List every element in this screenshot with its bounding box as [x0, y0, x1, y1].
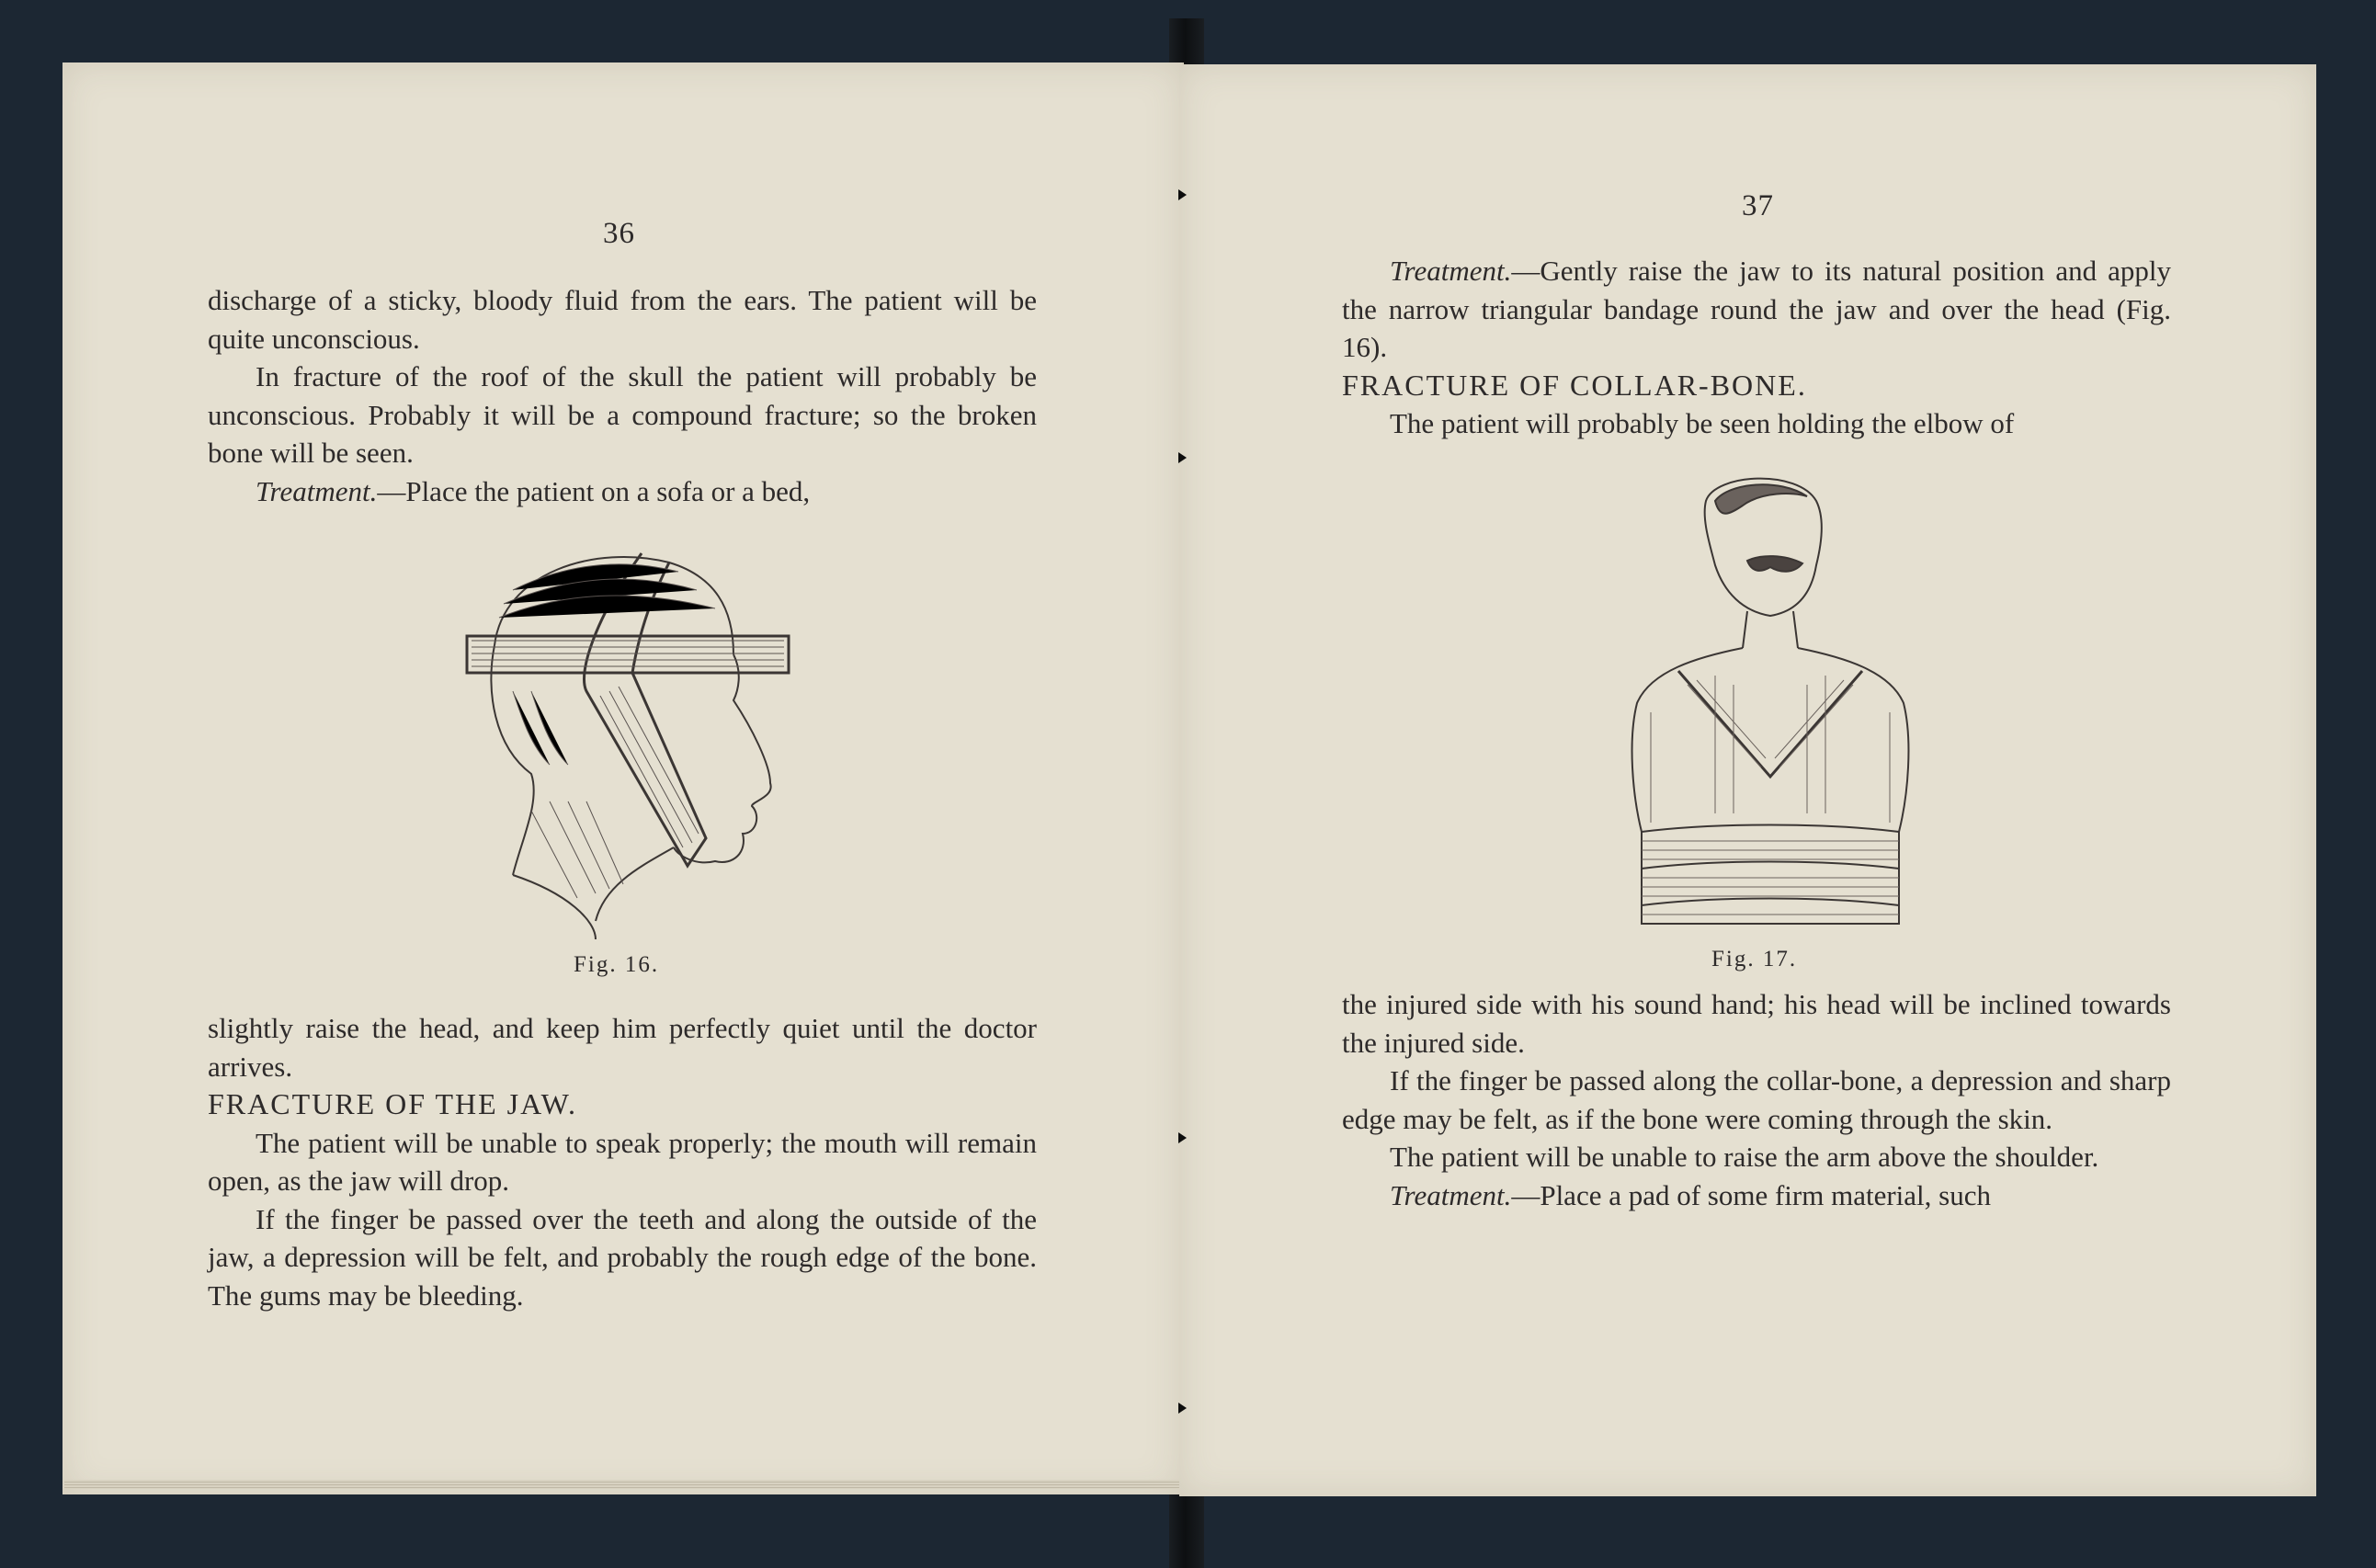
paragraph: If the finger be passed over the teeth and along the outside of the jaw, a depression will be felt, and probably the rough edge of the bone. The gums may be bleeding. [208, 1202, 1037, 1312]
treatment-label: Treatment. [1390, 1178, 1512, 1211]
stitch-mark [1178, 1403, 1187, 1414]
right-top-text [1342, 252, 2171, 443]
paragraph: The patient will probably be seen holding the elbow of [1390, 407, 2015, 439]
stitch-mark [1178, 1132, 1187, 1143]
figure-16-bandaged-head-illustration [458, 535, 798, 958]
paragraph: The patient will be unable to raise the arm above the shoulder. [1390, 1141, 2099, 1173]
paragraph: discharge of a sticky, bloody fluid from the ears. The patient will be quite unconscious. [208, 284, 1037, 355]
page-edges [64, 1480, 1180, 1489]
paragraph: the injured side with his sound hand; his head will be inclined towards the injured side. [1342, 988, 2171, 1059]
treatment-text: —Place the patient on a sofa or a bed, [377, 474, 811, 507]
page-number-right: 37 [1742, 189, 1774, 222]
treatment-paragraph [208, 472, 1037, 511]
section-heading: FRACTURE OF COLLAR-BONE. [1342, 368, 1807, 402]
figure-16-caption: Fig. 16. [574, 952, 660, 977]
page-number-left: 36 [603, 217, 635, 250]
stitch-mark [1178, 189, 1187, 200]
figure-17-collar-bone-sling-illustration [1623, 464, 1917, 942]
paragraph: The patient will be unable to speak properly; the mouth will remain open, as the jaw will drop. [208, 1126, 1037, 1197]
paragraph: slightly raise the head, and keep him perfectly quiet until the doctor arrives. [208, 1012, 1037, 1083]
treatment-paragraph [1342, 1176, 2171, 1215]
right-bottom-text [1342, 985, 2171, 1214]
section-heading: FRACTURE OF THE JAW. [208, 1087, 577, 1120]
treatment-paragraph [1342, 252, 2171, 367]
treatment-label: Treatment. [1390, 255, 1512, 287]
treatment-text: —Place a pad of some firm material, such [1511, 1178, 1991, 1211]
paragraph: If the finger be passed along the collar-bone, a depression and sharp edge may be felt, as if the bone were coming through the skin. [1342, 1064, 2171, 1135]
paragraph: In fracture of the roof of the skull the patient will probably be unconscious. Probably it will be a compound fracture; so the broken bone will be seen. [208, 360, 1037, 469]
treatment-text: —Gently raise the jaw to its natural position and apply the narrow triangular bandage round the jaw and over the head (Fig. 16). [1342, 255, 2171, 363]
figure-17-caption: Fig. 17. [1711, 947, 1798, 971]
left-top-text [208, 281, 1037, 510]
treatment-label: Treatment. [256, 474, 378, 507]
left-bottom-text [208, 1009, 1037, 1314]
stitch-mark [1178, 452, 1187, 463]
